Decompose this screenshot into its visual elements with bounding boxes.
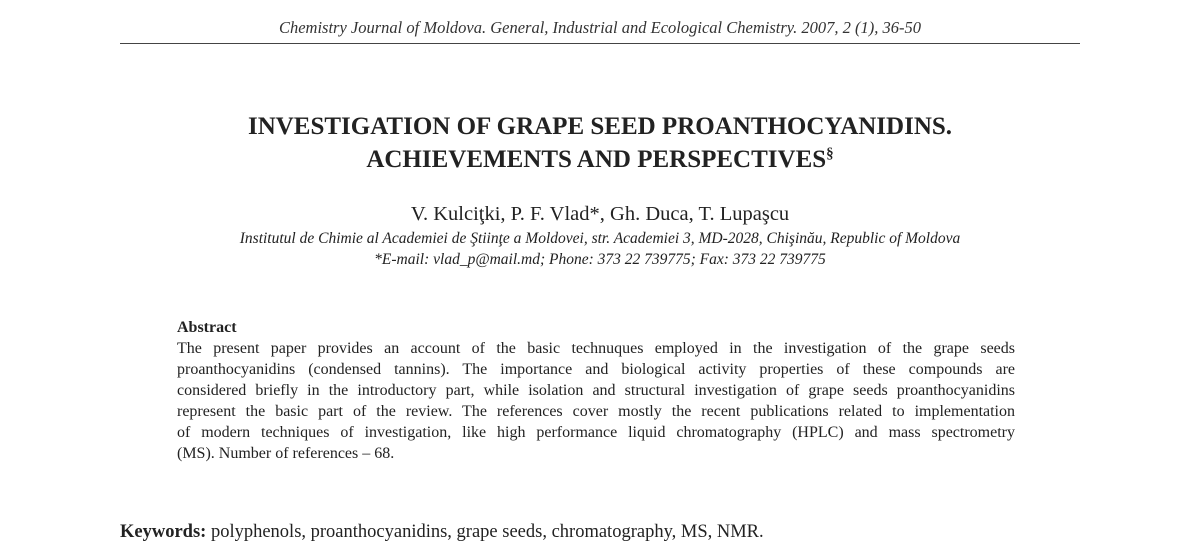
abstract-line: (MS). Number of references – 68.	[177, 445, 395, 462]
abstract-line: of modern techniques of investigation, like high performance liquid chromatography (HPLC) and mass spectrometry	[177, 424, 1015, 441]
article-title	[120, 110, 1080, 176]
title-line-1: INVESTIGATION OF GRAPE SEED PROANTHOCYANIDINS.	[247, 113, 953, 140]
abstract-heading: Abstract	[177, 319, 237, 336]
keywords-label: Keywords:	[120, 522, 207, 542]
affiliation: Institutul de Chimie al Academiei de Ştiinţe a Moldovei, str. Academiei 3, MD-2028, Chişinău, Republic of Moldova	[239, 230, 961, 247]
abstract-line: considered briefly in the introductory part, while isolation and structural investigation of grape seeds proanthocyanidins	[177, 382, 1015, 399]
title-line-2-text: ACHIEVEMENTS AND PERSPECTIVES	[366, 146, 827, 173]
keywords-text: polyphenols, proanthocyanidins, grape seeds, chromatography, MS, NMR.	[206, 522, 764, 542]
journal-header: Chemistry Journal of Moldova. General, Industrial and Ecological Chemistry. 2007, 2 (1), 36-50	[278, 18, 922, 37]
abstract-body	[177, 338, 1015, 464]
abstract-section	[177, 318, 1015, 464]
header-divider	[120, 43, 1080, 44]
title-line-2	[120, 143, 1080, 176]
contact-info: *E-mail: vlad_p@mail.md; Phone: 373 22 739775; Fax: 373 22 739775	[374, 251, 826, 268]
authors: V. Kulciţki, P. F. Vlad*, Gh. Duca, T. Lupaşcu	[410, 203, 790, 225]
abstract-line: represent the basic part of the review. The references cover mostly the recent publications related to implementation	[177, 403, 1015, 420]
keywords	[120, 520, 1080, 544]
abstract-line: The present paper provides an account of the basic technuques employed in the investigation of the grape seeds	[177, 340, 1015, 357]
abstract-line: proanthocyanidins (condensed tannins). The importance and biological activity properties of these compounds are	[177, 361, 1015, 378]
title-footnote-mark: §	[826, 146, 834, 162]
